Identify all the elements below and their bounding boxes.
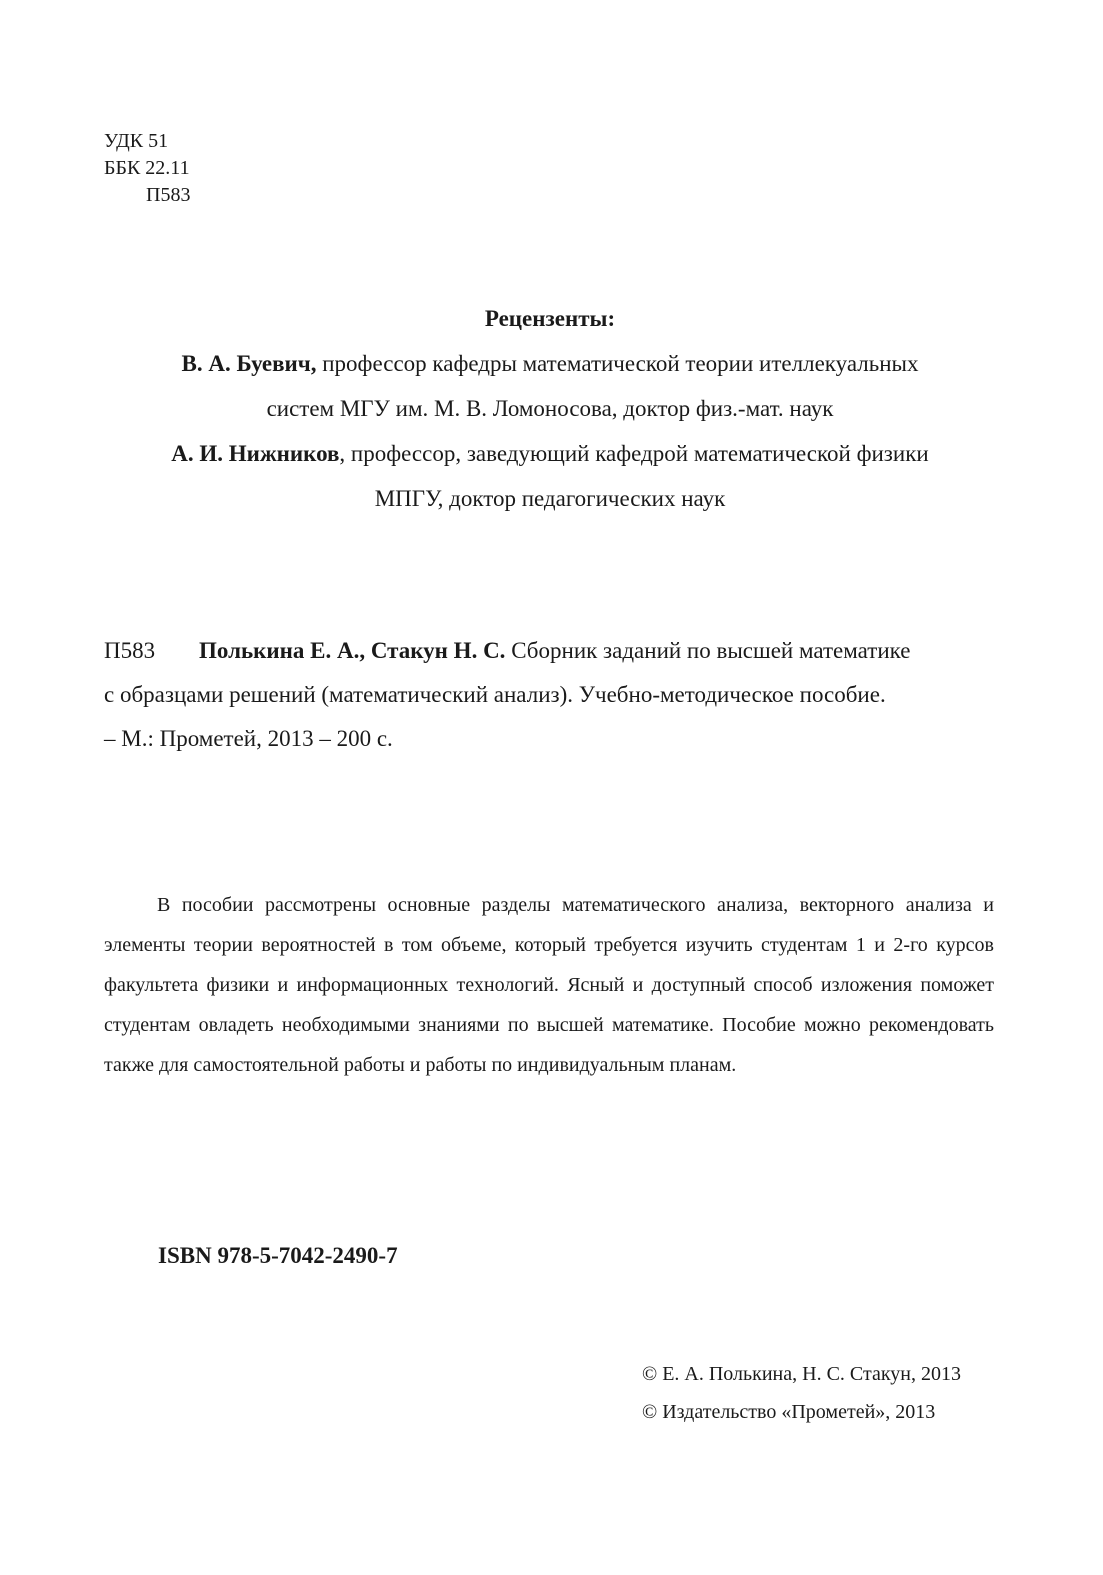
bbk-code: ББК 22.11 [104, 157, 190, 179]
catalog-imprint: – М.: Прометей, 2013 – 200 с. [104, 726, 393, 751]
copyright-block [642, 1355, 961, 1431]
reviewer-2-line-1 [100, 431, 1000, 476]
reviewer-2-name: А. И. Нижников [171, 441, 340, 466]
copyright-publisher: © Издательство «Прометей», 2013 [642, 1401, 936, 1423]
classification-codes [104, 128, 190, 209]
udk-code: УДК 51 [104, 130, 169, 152]
reviewer-1-name: В. А. Буевич, [181, 351, 317, 376]
catalog-code: П583 [104, 638, 156, 663]
reviewers-heading: Рецензенты: [484, 306, 616, 331]
reviewer-2-position: , профессор, заведующий кафедрой математической физики [339, 441, 929, 466]
copyright-authors: © Е. А. Полькина, Н. С. Стакун, 2013 [642, 1363, 961, 1385]
reviewer-2-line-2: МПГУ, доктор педагогических наук [374, 486, 726, 511]
isbn: ISBN 978-5-7042-2490-7 [158, 1243, 398, 1268]
catalog-entry [104, 629, 994, 761]
reviewer-1-line-2: систем МГУ им. М. В. Ломоносова, доктор физ.-мат. наук [266, 396, 834, 421]
abstract-paragraph: В пособии рассмотрены основные разделы математического анализа, векторного анализа и элементы теории вероятностей в том объеме, который требуется изучить студентам 1 и 2-го курсов факультета физики и информационных технологий. Ясный и доступный способ изложения поможет студентам овладеть необходимыми знаниями по высшей математике. Пособие можно рекомендовать также для самостоятельной работы и работы по индивидуальным планам. [104, 894, 994, 1076]
reviewers-block [100, 296, 1000, 521]
catalog-authors: Полькина Е. А., Стакун Н. С. [199, 638, 506, 663]
catalog-title-part-2: с образцами решений (математический анализ). Учебно-методическое пособие. [104, 682, 886, 707]
author-mark: П583 [146, 184, 191, 206]
reviewer-1-line-1 [100, 341, 1000, 386]
catalog-line-1 [104, 629, 994, 673]
reviewer-1-position: профессор кафедры математической теории ителлекуальных [316, 351, 919, 376]
catalog-title-part-1: Сборник заданий по высшей математике [505, 638, 911, 663]
